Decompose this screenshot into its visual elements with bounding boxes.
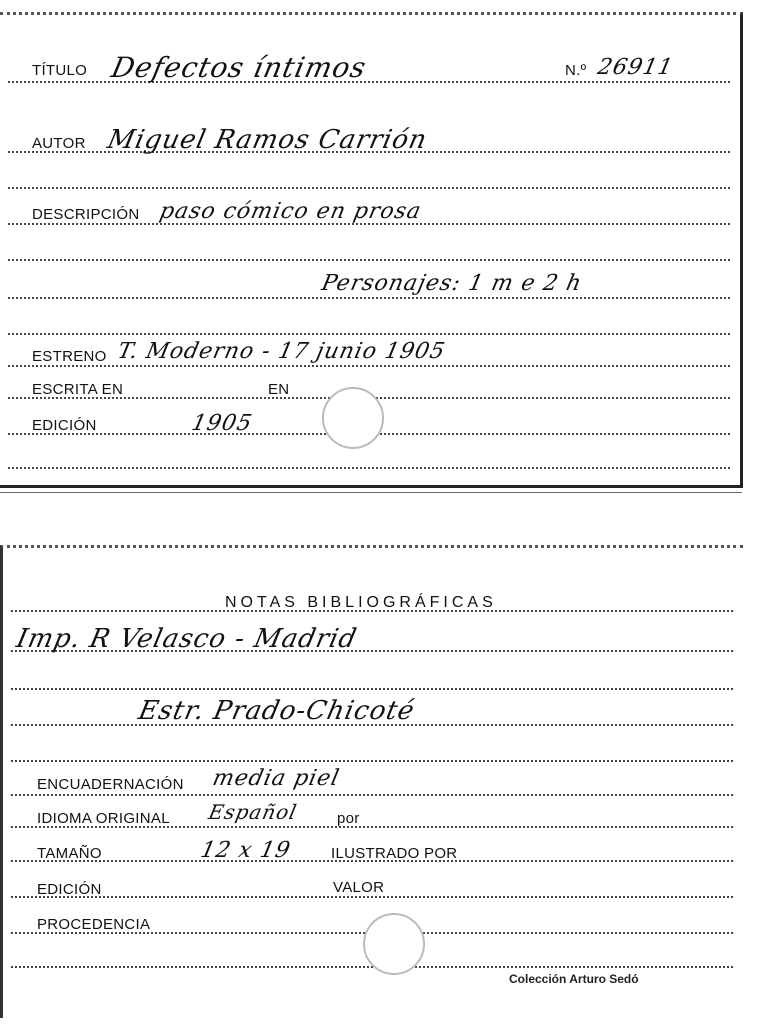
punch-hole [363,913,425,975]
rule-line [8,333,730,335]
por-label: por [337,810,360,827]
en-label: EN [268,381,290,398]
rule-line [11,760,733,762]
numero-value: 26911 [595,55,676,80]
encuadernacion-value: media piel [210,766,342,791]
numero-label: N.º [565,62,587,79]
collection-footer: Colección Arturo Sedó [509,972,639,986]
rule-line [11,896,733,898]
rule-line [8,467,730,469]
encuadernacion-label: ENCUADERNACIÓN [37,776,184,793]
edicion-value: 1905 [189,411,255,436]
rule-line [8,187,730,189]
descripcion-value-2: Personajes: 1 m e 2 h [319,271,585,296]
nota-line-1: Imp. R Velasco - Madrid [13,624,360,654]
tamano-value: 12 x 19 [198,838,294,863]
escrita-en-label: ESCRITA EN [32,381,124,398]
rule-line [11,794,733,796]
titulo-label: TÍTULO [32,62,88,79]
estreno-value: T. Moderno - 17 junio 1905 [115,339,448,364]
punch-hole [322,387,384,449]
rule-line [11,688,733,690]
autor-label: AUTOR [32,135,86,152]
rule-line [8,259,730,261]
ilustrado-label: ILUSTRADO POR [331,845,458,862]
catalog-card-top [0,12,743,488]
idioma-value: Español [206,800,300,824]
tamano-label: TAMAÑO [37,845,102,862]
autor-value: Miguel Ramos Carrión [104,125,431,155]
estreno-label: ESTRENO [32,348,107,365]
descripcion-value: paso cómico en prosa [157,199,424,224]
catalog-card-bottom [0,545,743,1018]
card-separator [0,492,742,493]
rule-line [8,365,730,367]
edicion-label-bottom: EDICIÓN [37,881,102,898]
descripcion-label: DESCRIPCIÓN [32,206,140,223]
rule-line [8,297,730,299]
titulo-value: Defectos íntimos [108,51,370,84]
edicion-label: EDICIÓN [32,417,97,434]
valor-label: VALOR [333,879,385,896]
nota-line-2: Estr. Prado-Chicoté [135,696,418,726]
rule-line [11,610,733,612]
procedencia-label: PROCEDENCIA [37,916,151,933]
idioma-label: IDIOMA ORIGINAL [37,810,170,827]
notas-heading: NOTAS BIBLIOGRÁFICAS [225,594,497,611]
